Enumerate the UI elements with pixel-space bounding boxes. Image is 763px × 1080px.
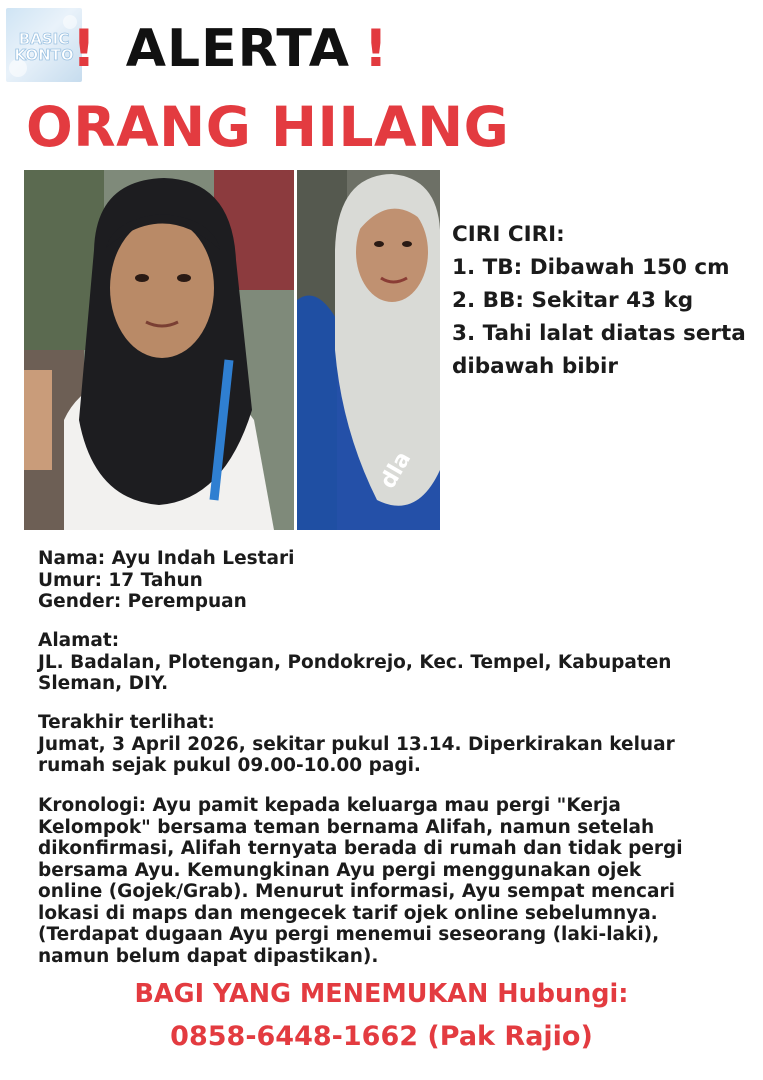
missing-person-photo-2	[297, 170, 440, 530]
trait-mole: 3. Tahi lalat diatas serta	[452, 321, 746, 346]
exclamation-mark-icon: !	[364, 19, 388, 79]
gender-line: Gender: Perempuan	[38, 591, 247, 612]
identity-section	[38, 548, 738, 613]
chronology-line: lokasi di maps dan mengecek tarif ojek online sebelumnya.	[38, 902, 658, 924]
address-section	[38, 630, 738, 695]
svg-text:dla: dla	[375, 447, 417, 493]
trait-mole-continued: dibawah bibir	[452, 354, 618, 379]
page-title: ORANG HILANG	[26, 95, 510, 159]
address-line: JL. Badalan, Plotengan, Pondokrejo, Kec. Tempel, Kabupaten	[38, 651, 672, 673]
alert-heading	[72, 14, 388, 84]
svg-text:BASIC: BASIC	[18, 30, 70, 48]
traits-heading: CIRI CIRI:	[452, 222, 565, 247]
chronology-line: dikonfirmasi, Alifah ternyata berada di rumah dan tidak pergi	[38, 838, 683, 859]
svg-text:KONTO: KONTO	[14, 46, 74, 64]
chronology-line: Kronologi: Ayu pamit kepada keluarga mau pergi "Kerja	[38, 795, 621, 816]
trait-height: 1. TB: Dibawah 150 cm	[452, 255, 730, 280]
chronology-line: bersama Ayu. Kemungkinan Ayu pergi menggunakan ojek	[38, 859, 642, 881]
chronology-line: Kelompok" bersama teman bernama Alifah, namun setelah	[38, 816, 655, 838]
last-seen-section	[38, 712, 738, 777]
missing-person-photo-1	[24, 170, 294, 530]
exclamation-mark-icon: !	[72, 19, 96, 79]
contact-phone[interactable]: 0858-6448-1662 (Pak Rajio)	[170, 1021, 593, 1052]
chronology-section	[38, 795, 738, 967]
address-label: Alamat:	[38, 630, 120, 651]
chronology-line: namun belum dapat dipastikan).	[38, 945, 379, 967]
trait-weight: 2. BB: Sekitar 43 kg	[452, 288, 694, 313]
contact-heading: BAGI YANG MENEMUKAN Hubungi:	[134, 979, 629, 1009]
physical-traits	[452, 218, 752, 383]
last-seen-label: Terakhir terlihat:	[38, 712, 215, 733]
name-line: Nama: Ayu Indah Lestari	[38, 548, 295, 569]
last-seen-line: Jumat, 3 April 2026, sekitar pukul 13.14. Diperkirakan keluar	[38, 733, 675, 755]
last-seen-line: rumah sejak pukul 09.00-10.00 pagi.	[38, 755, 421, 776]
alert-title: ALERTA	[125, 19, 351, 79]
brand-logo	[6, 8, 82, 82]
chronology-line: (Terdapat dugaan Ayu pergi menemui seseorang (laki-laki),	[38, 924, 660, 945]
address-line: Sleman, DIY.	[38, 673, 169, 694]
chronology-line: online (Gojek/Grab). Menurut informasi, Ayu sempat mencari	[38, 881, 675, 902]
age-line: Umur: 17 Tahun	[38, 569, 203, 591]
